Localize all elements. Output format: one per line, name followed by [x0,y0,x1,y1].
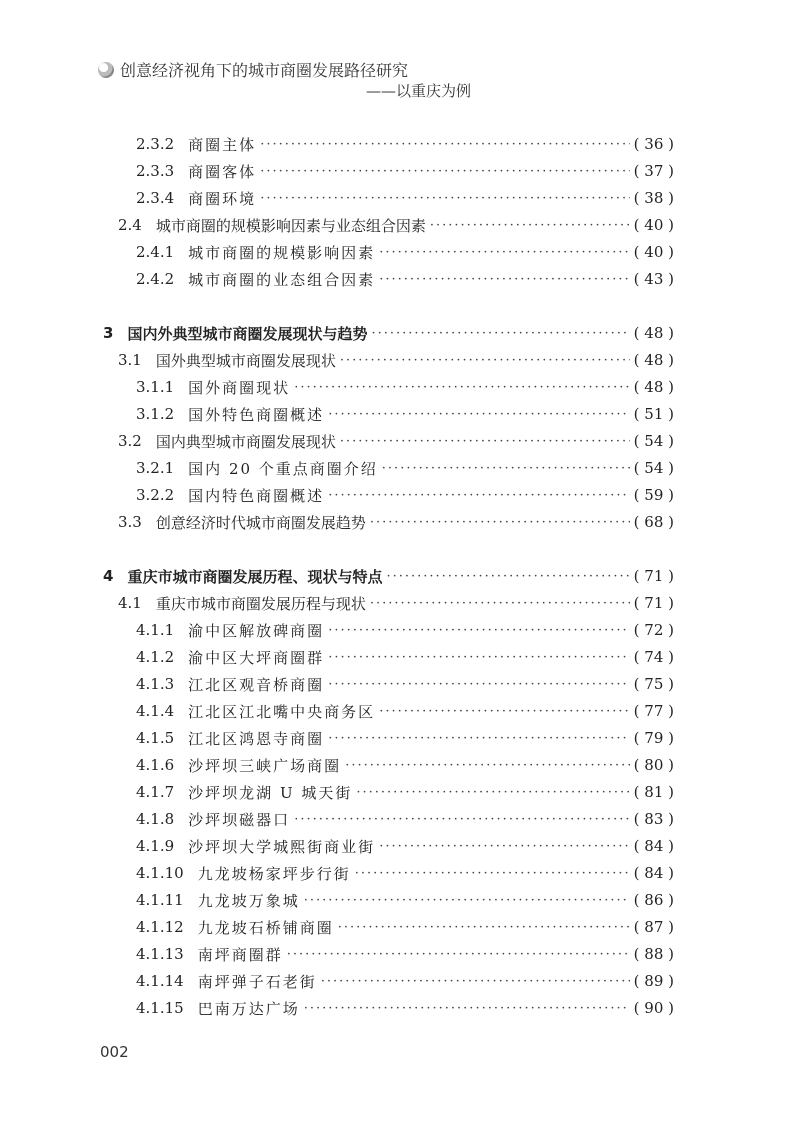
toc-entry-page: ( 48 ) [633,378,674,396]
toc-entry-title: 国内 20 个重点商圈介绍 [188,459,378,478]
toc-entry-page: ( 48 ) [633,324,674,342]
toc-entry-page: ( 43 ) [633,270,674,288]
toc-entry-page: ( 86 ) [633,891,674,909]
toc-entry[interactable] [0,752,790,778]
toc-entry-page: ( 84 ) [633,864,674,882]
toc-entry-page: ( 40 ) [633,216,674,234]
toc-entry-title: 沙坪坝三峡广场商圈 [188,756,342,775]
toc-entry-number: 3.2.1 [136,459,175,477]
toc-dot-leader [328,677,629,692]
toc-entry-number: 3.2 [118,432,142,450]
toc-entry-page: ( 38 ) [633,189,674,207]
toc-entry-title: 城市商圈的规模影响因素与业态组合因素 [155,216,426,235]
toc-entry-number: 4.1.7 [136,783,175,801]
toc-dot-leader [345,758,629,773]
toc-entry[interactable] [0,671,790,697]
toc-entry[interactable] [0,941,790,967]
toc-entry-page: ( 59 ) [633,486,674,504]
toc-entry-page: ( 77 ) [633,702,674,720]
toc-entry-number: 4.1.5 [136,729,175,747]
toc-entry-number: 4.1.15 [136,999,184,1017]
toc-entry[interactable] [0,698,790,724]
toc-dot-leader [382,461,630,476]
toc-entry[interactable] [0,401,790,427]
toc-entry-number: 2.4.2 [136,270,175,288]
toc-dot-leader [379,272,629,287]
toc-entry[interactable] [0,968,790,994]
toc-entry-number: 4.1.2 [136,648,175,666]
toc-entry-page: ( 54 ) [633,459,674,477]
toc-entry-page: ( 72 ) [633,621,674,639]
toc-entry[interactable] [0,455,790,481]
toc-entry-number: 4.1.14 [136,972,184,990]
toc-entry[interactable] [0,131,790,157]
toc-dot-leader [379,704,629,719]
toc-entry-number: 3.3 [118,513,142,531]
toc-dot-leader [304,1001,630,1016]
toc-dot-leader [379,839,629,854]
toc-dot-leader [328,488,629,503]
toc-entry[interactable] [0,374,790,400]
toc-entry-number: 2.3.3 [136,162,175,180]
toc-entry[interactable] [0,590,790,616]
toc-entry-title: 商圈客体 [188,162,257,181]
toc-entry[interactable] [0,779,790,805]
toc-entry-page: ( 40 ) [633,243,674,261]
toc-dot-leader [328,407,629,422]
toc-entry-title: 商圈环境 [188,189,257,208]
toc-entry[interactable] [0,887,790,913]
toc-entry-title: 沙坪坝龙湖 U 城天街 [188,783,353,802]
toc-entry-number: 4.1.1 [136,621,175,639]
toc-entry-page: ( 87 ) [633,918,674,936]
toc-entry[interactable] [0,509,790,535]
toc-entry-page: ( 83 ) [633,810,674,828]
toc-entry[interactable] [0,320,790,346]
toc-dot-leader [356,785,629,800]
toc-dot-leader [370,596,630,611]
toc-entry-page: ( 84 ) [633,837,674,855]
toc-entry-title: 江北区观音桥商圈 [188,675,325,694]
toc-entry-title: 重庆市城市商圈发展历程与现状 [155,594,366,613]
toc-entry-page: ( 89 ) [633,972,674,990]
toc-entry-title: 商圈主体 [188,135,257,154]
toc-entry[interactable] [0,266,790,292]
toc-entry-page: ( 74 ) [633,648,674,666]
toc-entry-number: 4.1.11 [136,891,184,909]
toc-entry-page: ( 81 ) [633,783,674,801]
toc-entry-number: 4.1.8 [136,810,175,828]
toc-entry-title: 创意经济时代城市商圈发展趋势 [155,513,366,532]
toc-dot-leader [338,920,630,935]
toc-dot-leader [294,812,629,827]
header-subtitle: ——以重庆为例 [366,82,472,100]
toc-entry-number: 2.4.1 [136,243,175,261]
toc-entry[interactable] [0,806,790,832]
toc-entry-page: ( 71 ) [633,567,674,585]
toc-entry-title: 国外商圈现状 [188,378,291,397]
toc-entry-number: 3.1 [118,351,142,369]
toc-entry-title: 九龙坡石桥铺商圈 [197,918,334,937]
header-title: 创意经济视角下的城市商圈发展路径研究 [120,61,409,80]
toc-entry-title: 渝中区大坪商圈群 [188,648,325,667]
toc-entry-title: 国内外典型城市商圈发展现状与趋势 [127,324,368,343]
toc-dot-leader [294,380,629,395]
toc-dot-leader [370,515,630,530]
header-title-line [98,58,498,81]
toc-entry-page: ( 79 ) [633,729,674,747]
toc-entry-number: 4.1.10 [136,864,184,882]
toc-dot-leader [304,893,630,908]
toc-entry-page: ( 48 ) [633,351,674,369]
toc-entry-number: 3.2.2 [136,486,175,504]
page-number: 002 [100,1043,129,1061]
toc-entry-page: ( 88 ) [633,945,674,963]
toc-entry-title: 渝中区解放碑商圈 [188,621,325,640]
toc-entry[interactable] [0,833,790,859]
toc-entry[interactable] [0,644,790,670]
toc-entry[interactable] [0,239,790,265]
toc-dot-leader [328,731,629,746]
toc-entry-page: ( 54 ) [633,432,674,450]
toc-dot-leader [328,650,629,665]
toc-entry-number: 3 [103,324,114,342]
toc-dot-leader [287,947,630,962]
toc-entry[interactable] [0,860,790,886]
toc-entry-page: ( 51 ) [633,405,674,423]
toc-entry-number: 4 [103,567,114,585]
toc-entry[interactable] [0,347,790,373]
toc-entry-title: 沙坪坝磁器口 [188,810,291,829]
book-logo-icon [98,62,114,78]
toc-entry-number: 3.1.1 [136,378,175,396]
toc-dot-leader [340,353,630,368]
toc-entry-title: 重庆市城市商圈发展历程、现状与特点 [127,567,383,586]
toc-entry-number: 4.1.12 [136,918,184,936]
toc-entry[interactable] [0,725,790,751]
toc-entry-page: ( 68 ) [633,513,674,531]
toc-entry-title: 城市商圈的规模影响因素 [188,243,376,262]
toc-entry-number: 4.1.3 [136,675,175,693]
toc-entry-title: 九龙坡万象城 [197,891,300,910]
toc-dot-leader [260,137,629,152]
toc-entry-title: 城市商圈的业态组合因素 [188,270,376,289]
toc-entry-page: ( 36 ) [633,135,674,153]
toc-dot-leader [321,974,630,989]
toc-entry-title: 江北区江北嘴中央商务区 [188,702,376,721]
toc-entry-title: 国内典型城市商圈发展现状 [155,432,336,451]
toc-dot-leader [386,569,629,584]
toc-entry-number: 4.1.4 [136,702,175,720]
toc-entry-number: 4.1.9 [136,837,175,855]
toc-dot-leader [355,866,630,881]
toc-entry[interactable] [0,995,790,1021]
toc-entry-title: 南坪商圈群 [197,945,283,964]
toc-dot-leader [260,191,629,206]
toc-entry-number: 2.3.4 [136,189,175,207]
toc-entry[interactable] [0,563,790,589]
toc-entry-page: ( 80 ) [633,756,674,774]
toc-entry[interactable] [0,185,790,211]
toc-entry[interactable] [0,914,790,940]
toc-entry-page: ( 37 ) [633,162,674,180]
toc-entry[interactable] [0,158,790,184]
toc-entry-page: ( 90 ) [633,999,674,1017]
toc-entry-number: 4.1.6 [136,756,175,774]
toc-entry-title: 巴南万达广场 [197,999,300,1018]
toc-entry-title: 九龙坡杨家坪步行街 [197,864,351,883]
toc-entry-page: ( 75 ) [633,675,674,693]
toc-dot-leader [340,434,630,449]
running-header [98,58,498,100]
toc-entry-number: 3.1.2 [136,405,175,423]
toc-entry[interactable] [0,482,790,508]
toc-entry-number: 4.1.13 [136,945,184,963]
toc-entry-title: 沙坪坝大学城熙街商业街 [188,837,376,856]
toc-dot-leader [430,218,630,233]
toc-entry-title: 江北区鸿恩寺商圈 [188,729,325,748]
toc-entry-title: 国外典型城市商圈发展现状 [155,351,336,370]
toc-entry-title: 国内特色商圈概述 [188,486,325,505]
toc-dot-leader [328,623,629,638]
toc-entry[interactable] [0,428,790,454]
toc-entry-number: 2.3.2 [136,135,175,153]
toc-entry-number: 4.1 [118,594,142,612]
toc-dot-leader [371,326,629,341]
toc-entry-number: 2.4 [118,216,142,234]
toc-dot-leader [379,245,629,260]
toc-entry[interactable] [0,212,790,238]
toc-entry-page: ( 71 ) [633,594,674,612]
toc-entry-title: 国外特色商圈概述 [188,405,325,424]
toc-entry-title: 南坪弹子石老街 [197,972,317,991]
toc-dot-leader [260,164,629,179]
toc-entry[interactable] [0,617,790,643]
